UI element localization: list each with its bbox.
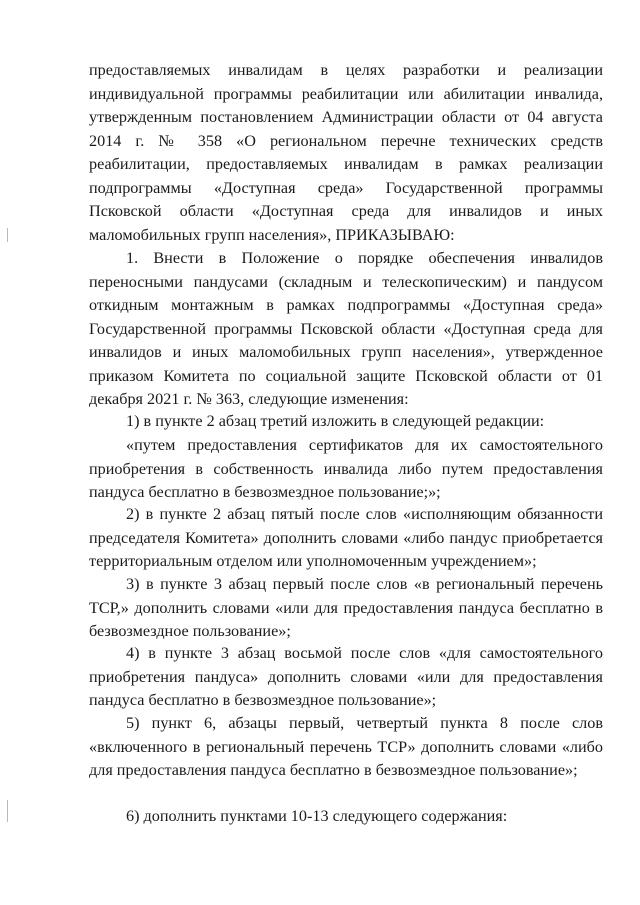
paragraph-change-5: 5) пункт 6, абзацы первый, четвертый пункта 8 после слов «включенного в региональный перечень ТСР» дополнить словами «либо для предоставления пандуса бесплатно в безвозмездное пользование»; xyxy=(89,714,603,779)
paragraph-change-3: 3) в пункте 3 абзац первый после слов «в региональный перечень ТСР,» дополнить словами «или для предоставления пандуса бесплатно в безвозмездное пользование»; xyxy=(89,575,603,640)
paragraph-change-4: 4) в пункте 3 абзац восьмой после слов «для самостоятельного приобретения пандуса» дополнить словами «или для предоставления пандуса бесплатно в безвозмездное пользование»; xyxy=(89,644,603,709)
paragraph-change-2: 2) в пункте 2 абзац пятый после слов «исполняющим обязанности председателя Комитета» дополнить словами «либо пандус приобретается территориальным отделом или уполномоченным учреждением»; xyxy=(89,505,603,570)
paragraph-preamble: предоставляемых инвалидам в целях разработки и реализации индивидуальной программы реабилитации или абилитации инвалида, утвержденным постановлением Администрации области от 04 августа 2014 г. № 358 «О региональном перечне технических средств реабилитации, предоставляемых инвалидам в рамках реализации подпрограммы «Доступная среда» Государственной программы Псковской области «Доступная среда для инвалидов и иных маломобильных групп населения», ПРИКАЗЫВАЮ: xyxy=(89,61,603,244)
scan-margin-mark xyxy=(7,228,8,242)
paragraph-item-1: 1. Внести в Положение о порядке обеспечения инвалидов переносными пандусами (складным и телескопическим) и пандусом откидным монтажным в рамках подпрограммы «Доступная среда» Государственной программы Псковской области «Доступная среда для инвалидов и иных маломобильных групп населения», утвержденное приказом Комитета по социальной защите Псковской области от 01 декабря 2021 г. № 363, следующие изменения: xyxy=(89,249,603,408)
paragraph-quote-1: «путем предоставления сертификатов для их самостоятельного приобретения в собственность инвалида либо путем предоставления пандуса бесплатно в безвозмездное пользование;»; xyxy=(89,436,603,501)
paragraph-change-1: 1) в пункте 2 абзац третий изложить в следующей редакции: xyxy=(126,412,545,430)
paragraph-change-6: 6) дополнить пунктами 10-13 следующего содержания: xyxy=(126,807,508,825)
scan-margin-mark xyxy=(7,800,8,822)
